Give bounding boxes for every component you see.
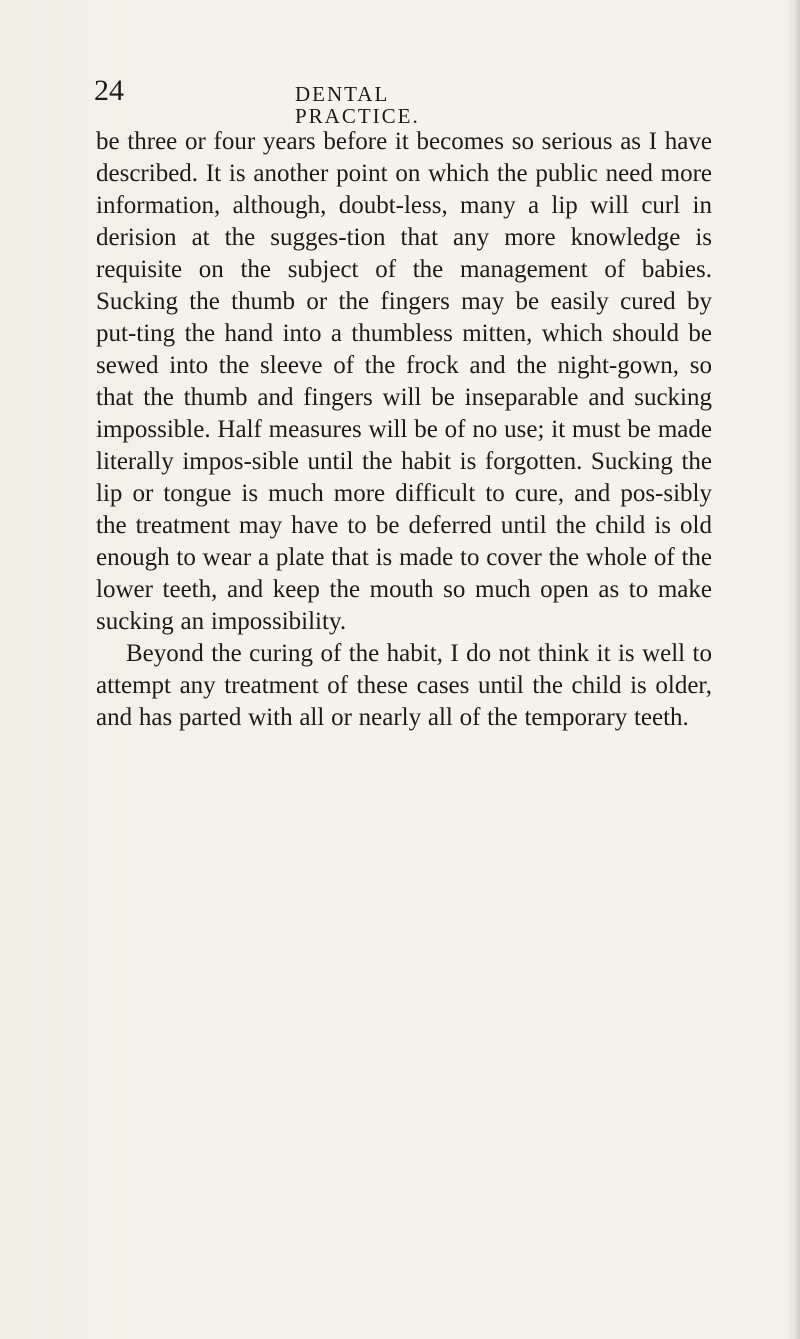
page-header: [94, 74, 514, 128]
page-number: 24: [94, 74, 124, 107]
paragraph-2: Beyond the curing of the habit, I do not think it is well to attempt any treatment of these cases until the child is older, and has parted with all or nearly all of the temporary teeth.: [96, 640, 712, 731]
page-edge-shadow: [786, 0, 800, 1339]
paragraph-1: be three or four years before it becomes so serious as I have described. It is another point on which the public need more information, although, doubt-less, many a lip will curl in derision at the sugges-tion that any more knowledge is requisite on the subject of the management of babies. Sucking the thumb or the fingers may be easily cured by put-ting the hand into a thumbless mitten, which should be sewed into the sleeve of the frock and the night-gown, so that the thumb and fingers will be inseparable and sucking impossible. Half measures will be of no use; it must be made literally impos-sible until the habit is forgotten. Sucking the lip or tongue is much more difficult to cure, and pos-sibly the treatment may have to be deferred until the child is old enough to wear a plate that is made to cover the whole of the lower teeth, and keep the mouth so much open as to make sucking an impossibility.: [96, 128, 712, 635]
body-text: [96, 126, 712, 734]
running-title: DENTAL PRACTICE.: [295, 82, 420, 128]
